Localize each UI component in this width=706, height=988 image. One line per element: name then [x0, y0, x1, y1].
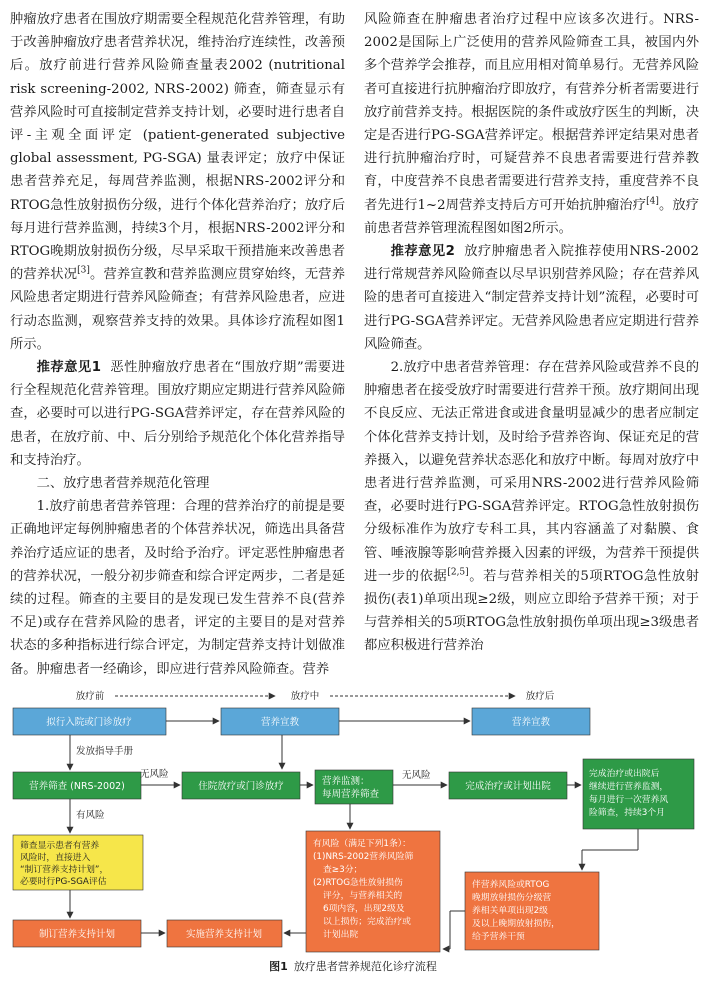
- late-line-3: 养相关单项出现2级: [472, 906, 548, 916]
- right-p1-tail: 。放疗前患者营养管理流程图如图2所示。: [364, 197, 700, 236]
- monitor-text-2: 每周营养筛查: [322, 789, 380, 800]
- monitor-text-1: 营养监测：: [322, 776, 370, 787]
- left-column: [10, 8, 345, 681]
- risk-line-3: 查≥3分；: [323, 865, 363, 875]
- edu-text-during: 营养宣教: [260, 717, 300, 728]
- phase-during-label: 放疗中: [290, 691, 320, 702]
- rec1-text: 恶性肿瘤放疗患者在“围放疗期”需要进行全程规范化营养管理。围放疗期应定期进行营养风险筛查，必要时可以进行PG-SGA营养评定，存在营养风险的患者，在放疗前、中、后分别给予规范化个体化营养指导和支持治疗。: [10, 360, 345, 468]
- risk-line-7: 以上损伤；完成治疗或: [323, 917, 411, 927]
- recommendation-2: [364, 240, 699, 356]
- rec2-label: 推荐意见2: [390, 244, 455, 260]
- flowchart-figure-1: [10, 687, 696, 955]
- risk-line-8: 计划出院: [323, 930, 359, 940]
- yellow-line-1: 筛查显示患者有营养: [20, 841, 100, 851]
- left-paragraph-intro: [10, 8, 345, 356]
- yellow-line-3: “制订营养支持计划”，: [20, 865, 109, 875]
- phase-before-label: 放疗前: [75, 691, 105, 702]
- risk-line-2: (1)NRS-2002营养风险筛: [313, 852, 414, 862]
- figure-caption: [0, 958, 706, 974]
- late-line-2: 晚期放射损伤分级营: [472, 893, 552, 903]
- right-paragraph-during-radiotherapy: [364, 356, 699, 658]
- risk-line-1: 有风险（满足下列1条）：: [313, 839, 411, 849]
- after-line-3: 每月进行一次营养风: [589, 795, 669, 805]
- recommendation-1: [10, 356, 345, 472]
- right-column: [364, 8, 699, 658]
- after-line-1: 完成治疗或出院后: [589, 769, 660, 779]
- right-p2-tail: 。若与营养相关的5项RTOG急性放射损伤(表1)单项出现≥2级，则应立即给予营养干预；对于与营养相关的5项RTOG急性放射损伤单项出现≥3级患者都应积极进行营养治: [364, 568, 699, 654]
- has-risk-label: 有风险: [76, 810, 105, 821]
- right-p2-text: 2.放疗中患者营养管理：存在营养风险或营养不良的肿瘤患者在接受放疗时需要进行营养干预。放疗期间出现不良反应、无法正常进食或进食量明显减少的患者应制定个体化营养支持计划，及时给予营养咨询、保证充足的营养摄入，以避免营养状态恶化和放疗中断。每周对放疗中患者进行营养监测，可采用NRS-2002进行营养风险筛查，必要时进行PG-SGA营养评定。RTOG急性放射损伤分级标准作为放疗专科工具，其内容涵盖了对黏膜、食管、唾液腺等影响营养摄入因素的评级，为营养干预提供进一步的依据: [364, 360, 699, 584]
- section-heading-2: 二、放疗患者营养规范化管理: [36, 476, 210, 492]
- caption-text: 放疗患者营养规范化诊疗流程: [293, 960, 437, 973]
- citation-3: [3]: [77, 265, 90, 276]
- citation-4: [4]: [646, 196, 659, 207]
- edu-text-after: 营养宣教: [511, 717, 551, 728]
- complete-text: 完成治疗或计划出院: [465, 781, 551, 792]
- yellow-line-2: 风险时，直接进入: [20, 853, 91, 863]
- admit-text: 拟行入院或门诊放疗: [46, 717, 132, 728]
- phase-after-label: 放疗后: [525, 691, 555, 702]
- left-intro-text: 肿瘤放疗患者在围放疗期需要全程规范化营养管理，有助于改善肿瘤放疗患者营养状况，维持治疗连续性，改善预后。放疗前进行营养风险筛查量表2002 (nutritional risk screening-2002, NRS-2002) 筛查，筛查显示有营养风险时可直接制定营养支持计划，必要时进行患者自评-主观全面评定 (patient-generated subjective global assessment, PG-SGA) 量表评定；放疗中保证患者营养充足，每周营养监测，根据NRS-2002评分和RTOG急性放射损伤分级，进行个体化营养治疗；放疗后每月进行营养监测，持续3个月，根据NRS-2002评分和RTOG晚期放射损伤分级，尽早采取干预措施来改善患者的营养状况: [10, 12, 345, 283]
- caption-label: 图1: [269, 960, 288, 973]
- risk-line-6: 6项内容，出现2级及: [323, 904, 405, 914]
- late-line-5: 给予营养干预: [472, 932, 525, 942]
- after-line-2: 继续进行营养监测，: [589, 782, 669, 792]
- no-risk-label-2: 无风险: [402, 770, 431, 781]
- risk-line-5: 评分，与营养相关的: [323, 891, 403, 901]
- hospital-text: 住院放疗或门诊放疗: [198, 781, 284, 792]
- rec1-label: 推荐意见1: [36, 360, 101, 376]
- handbook-label: 发放指导手册: [76, 746, 134, 757]
- yellow-line-4: 必要时行PG-SGA评估: [20, 877, 107, 887]
- late-line-1: 伴营养风险或RTOG: [472, 880, 550, 890]
- risk-line-4: (2)RTOG急性放射损伤: [313, 878, 403, 888]
- make-plan-text: 制订营养支持计划: [38, 929, 116, 940]
- implement-text: 实施营养支持计划: [185, 929, 263, 940]
- left-intro-tail: 。营养宣教和营养监测应贯穿始终，无营养风险患者定期进行营养风险筛查；有营养风险患者，应进行动态监测，观察营养支持的效果。具体诊疗流程如图1所示。: [10, 267, 346, 352]
- left-paragraph-pre-radiotherapy: 1.放疗前患者营养管理：合理的营养治疗的前提是要正确地评定每例肿瘤患者的个体营养状况，筛选出具备营养治疗适应证的患者，及时给予治疗。评定恶性肿瘤患者的营养状况，一般分初步筛查和综合评定两步，二者是延续的过程。筛查的主要目的是发现已发生营养不良(营养不足)或存在营养风险的患者，评定的主要目的是对营养状态的多种指标进行综合评定，为制定营养支持计划做准备。肿瘤患者一经确诊，即应进行营养风险筛查。营养: [10, 499, 345, 677]
- right-p1-text: 风险筛查在肿瘤患者治疗过程中应该多次进行。NRS-2002是国际上广泛使用的营养风险筛查工具，被国内外多个营养学会推荐，而且应用相对简单易行。无营养风险者可直接进行抗肿瘤治疗即放疗，有营养分析者需要进行放疗前营养支持。根据医院的条件或放疗医生的判断，决定是否进行PG-SGA营养评定。根据营养评定结果对患者进行抗肿瘤治疗时，可疑营养不良患者需要进行营养教育，中度营养不良患者需要进行营养支持，重度营养不良者先进行1~2周营养支持后方可开始抗肿瘤治疗: [364, 12, 699, 213]
- citation-2-5: [2,5]: [447, 567, 469, 578]
- right-paragraph-1: [364, 8, 699, 240]
- screen-text: 营养筛查 (NRS-2002): [29, 781, 125, 792]
- after-line-4: 险筛查，持续3个月: [589, 808, 665, 818]
- rec2-text: 放疗肿瘤患者入院推荐使用NRS-2002进行常规营养风险筛查以尽早识别营养风险；存在营养风险的患者可直接进入“制定营养支持计划”流程，必要时可进行PG-SGA营养评定。无营养风险患者应定期进行营养风险筛查。: [364, 244, 699, 352]
- late-line-4: 及以上晚期放射损伤，: [472, 919, 560, 929]
- no-risk-label-1: 无风险: [140, 769, 169, 780]
